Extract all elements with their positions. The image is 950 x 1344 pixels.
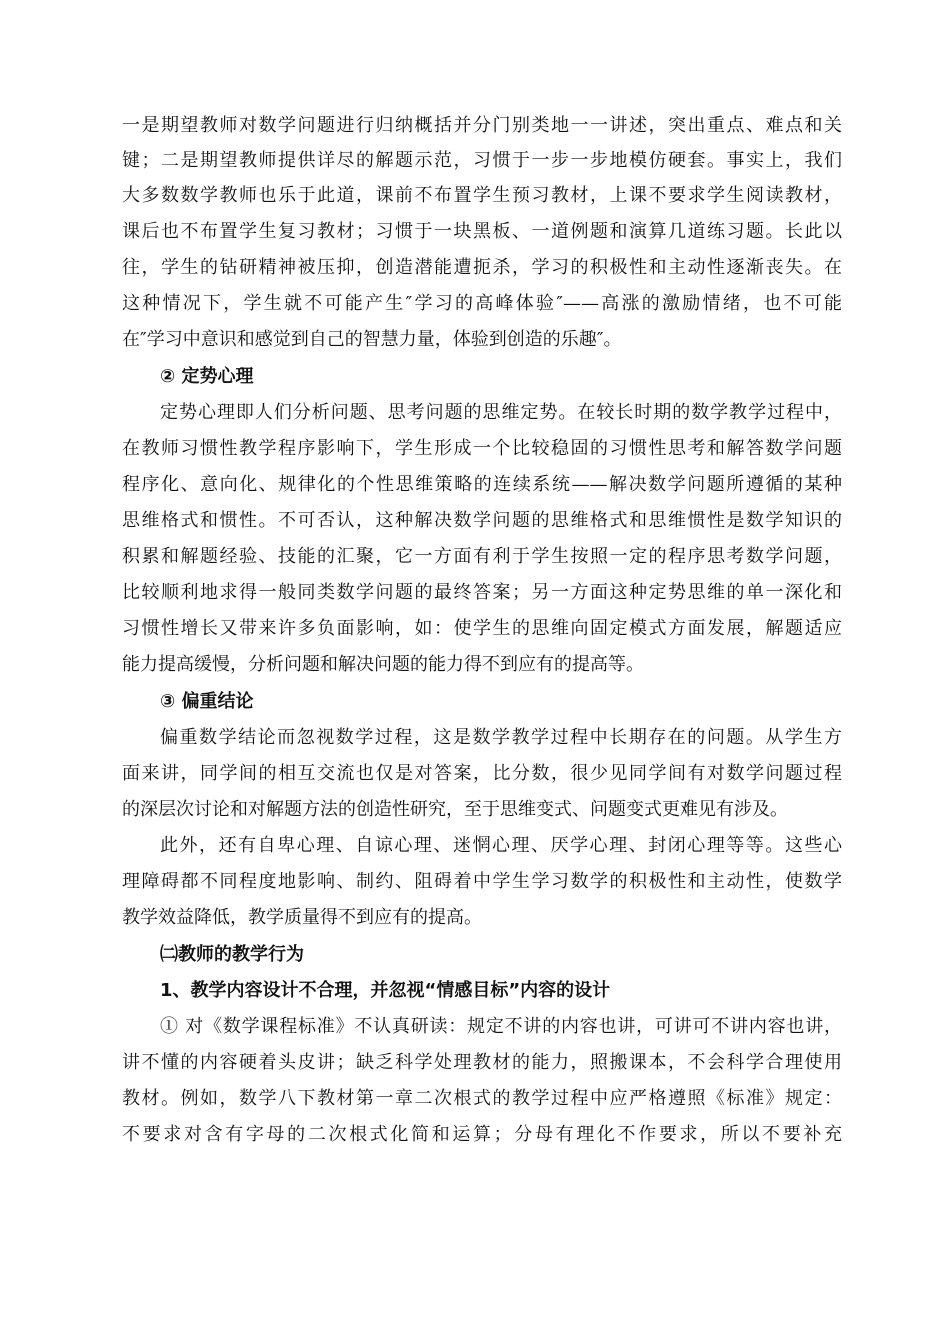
section-heading: ② 定势心理 xyxy=(160,366,254,387)
subsection-heading: 1、教学内容设计不合理，并忽视“情感目标”内容的设计 xyxy=(160,980,611,1001)
paragraph-line: 面来讲，同学间的相互交流也仅是对答案，比分数，很少见同学间有对数学问题过程 xyxy=(122,763,842,784)
paragraph-line: 讲不懂的内容硬着头皮讲；缺乏科学处理教材的能力，照搬课本，不会科学合理使用 xyxy=(122,1052,842,1073)
paragraph-line: 比较顺利地求得一般同类数学问题的最终答案；另一方面这种定势思维的单一深化和 xyxy=(122,582,842,603)
paragraph-line: 教材。例如，数学八下教材第一章二次根式的教学过程中应严格遵照《标准》规定： xyxy=(122,1088,842,1109)
paragraph-line: 课后也不布置学生复习教材；习惯于一块黑板、一道例题和演算几道练习题。长此以 xyxy=(122,221,842,242)
paragraph-line: 往，学生的钻研精神被压抑，创造潜能遭扼杀，学习的积极性和主动性逐渐丧失。在 xyxy=(122,257,842,278)
paragraph-line: 理障碍都不同程度地影响、制约、阻碍着中学生学习数学的积极性和主动性，使数学 xyxy=(122,871,842,892)
paragraph-line: 教学效益降低，教学质量得不到应有的提高。 xyxy=(122,907,482,928)
section-heading: ③ 偏重结论 xyxy=(160,691,254,712)
paragraph-line: 积累和解题经验、技能的汇聚，它一方面有利于学生按照一定的程序思考数学问题， xyxy=(122,546,842,567)
paragraph-line: 不要求对含有字母的二次根式化简和运算；分母有理化不作要求，所以不要补充 xyxy=(122,1124,842,1145)
paragraph-line: 定势心理即人们分析问题、思考问题的思维定势。在较长时期的数学教学过程中， xyxy=(160,402,842,423)
paragraph-line: 能力提高缓慢，分析问题和解决问题的能力得不到应有的提高等。 xyxy=(122,654,644,675)
paragraph-line: 在″学习中意识和感觉到自己的智慧力量，体验到创造的乐趣″。 xyxy=(122,329,622,350)
paragraph-line: 习惯性增长又带来许多负面影响，如：使学生的思维向固定模式方面发展，解题适应 xyxy=(122,618,842,639)
paragraph-line: 这种情况下，学生就不可能产生″学习的高峰体验″——高涨的激励情绪，也不可能 xyxy=(122,293,842,314)
paragraph-line: 此外，还有自卑心理、自谅心理、迷惘心理、厌学心理、封闭心理等等。这些心 xyxy=(160,835,842,856)
paragraph-line: 思维格式和惯性。不可否认，这种解决数学问题的思维格式和思维惯性是数学知识的 xyxy=(122,510,842,531)
section-heading: ㈡教师的教学行为 xyxy=(160,944,304,965)
paragraph-line: 键；二是期望教师提供详尽的解题示范，习惯于一步一步地模仿硬套。事实上，我们 xyxy=(122,150,842,171)
paragraph-line: 在教师习惯性教学程序影响下，学生形成一个比较稳固的习惯性思考和解答数学问题 xyxy=(122,438,842,459)
paragraph-line: ① 对《数学课程标准》不认真研读：规定不讲的内容也讲，可讲可不讲内容也讲， xyxy=(160,1016,842,1037)
paragraph-line: 的深层次讨论和对解题方法的创造性研究，至于思维变式、问题变式更难见有涉及。 xyxy=(122,799,788,820)
paragraph-line: 偏重数学结论而忽视数学过程，这是数学教学过程中长期存在的问题。从学生方 xyxy=(160,727,842,748)
paragraph-line: 大多数数学教师也乐于此道，课前不布置学生预习教材，上课不要求学生阅读教材， xyxy=(122,185,842,206)
paragraph-line: 一是期望教师对数学问题进行归纳概括并分门别类地一一讲述，突出重点、难点和关 xyxy=(122,115,842,136)
paragraph-line: 程序化、意向化、规律化的个性思维策略的连续系统——解决数学问题所遵循的某种 xyxy=(122,474,842,495)
